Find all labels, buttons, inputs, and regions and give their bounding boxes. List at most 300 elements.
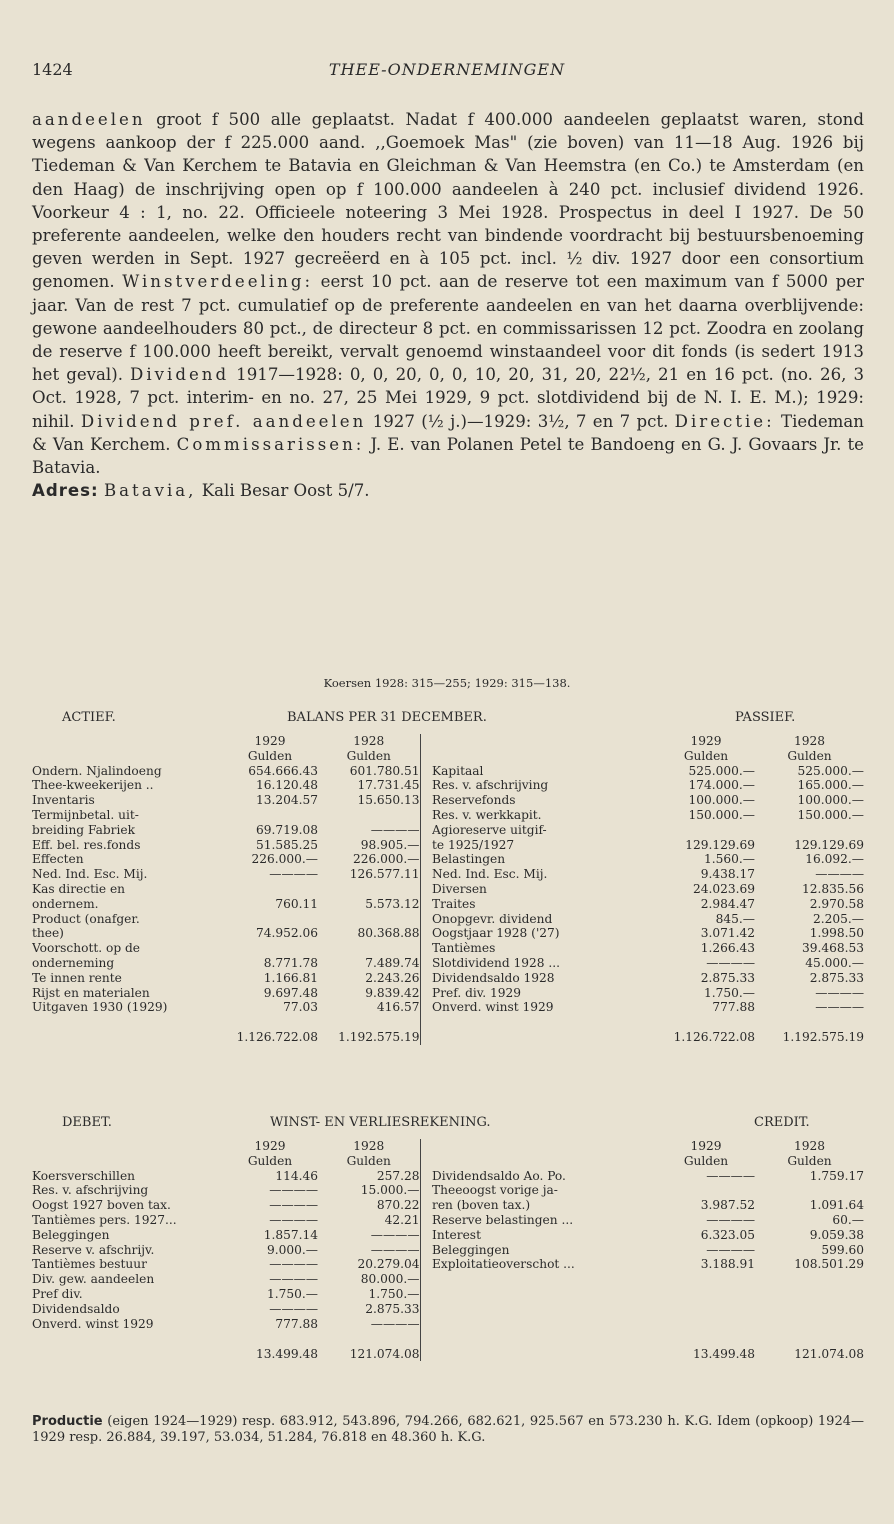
value-1928-left: ———— (370, 1242, 420, 1257)
column-divider (420, 1243, 432, 1258)
header-col-1929: 1929 (690, 734, 722, 748)
value-1929-right: 3.071.42 (700, 926, 755, 941)
header-spacer (432, 734, 657, 749)
table-row (32, 838, 864, 853)
header-spacer (432, 749, 657, 764)
balance-sheet-heading (32, 710, 862, 728)
row-label-right: Oogstjaar 1928 ('27) (432, 926, 560, 941)
table-row (32, 1228, 864, 1243)
value-1928-right: 129.129.69 (794, 837, 864, 852)
value-1929-right: ———— (706, 1168, 755, 1183)
table-row (32, 1272, 864, 1287)
column-divider (420, 852, 432, 867)
totals-row (32, 1015, 864, 1045)
value-1928-left: 126.577.11 (349, 867, 420, 882)
value-1929-right (657, 1183, 755, 1198)
column-divider (420, 1015, 432, 1045)
column-divider (420, 778, 432, 793)
row-label-right: Dividendsaldo Ao. Po. (432, 1168, 566, 1183)
value-1928-right: 1.998.50 (809, 926, 864, 941)
header-col-1929: Gulden (683, 1153, 729, 1168)
total-1928-right: 1.192.575.19 (782, 1030, 864, 1045)
row-label-right: ren (boven tax.) (432, 1198, 531, 1213)
value-1928-right: 2.970.58 (809, 896, 864, 911)
spaced-term: Winstverdeeling: (122, 272, 314, 292)
column-divider (420, 1198, 432, 1213)
table-row (32, 897, 864, 912)
row-label-right: Belastingen (432, 852, 506, 867)
page-header (32, 60, 862, 84)
header-spacer (432, 1154, 657, 1169)
row-label-right: Beleggingen (432, 1242, 510, 1257)
header-spacer (32, 734, 222, 749)
column-divider (420, 941, 432, 956)
row-label-left: Res. v. afschrijving (32, 1183, 149, 1198)
address-line (32, 479, 864, 502)
value-1929-left: ———— (269, 1301, 318, 1316)
column-divider (420, 926, 432, 941)
table-row (32, 956, 864, 971)
header-col-1929: 1929 (254, 734, 286, 748)
column-header-row (32, 749, 864, 764)
table-row (32, 1257, 864, 1272)
spaced-term: Directie: (674, 411, 775, 431)
row-label-left: Termijnbetal. uit- (32, 807, 139, 822)
row-label-right: Ned. Ind. Esc. Mij. (432, 867, 548, 882)
header-col-1929: Gulden (247, 1153, 293, 1168)
row-label-left: Uitgaven 1930 (1929) (32, 1000, 168, 1015)
balance-title: BALANS PER 31 DECEMBER. (287, 710, 487, 725)
value-1928-left: 17.731.45 (357, 778, 420, 793)
value-1928-left: 416.57 (376, 1000, 420, 1015)
row-label-left: Product (onafger. (32, 911, 140, 926)
value-1928-right: 150.000.— (797, 807, 864, 822)
value-1929-right: ———— (706, 1242, 755, 1257)
table-row (32, 882, 864, 897)
production-text: (eigen 1924—1929) resp. 683.912, 543.896, 794.266, 682.621, 925.567 en 573.230 h. K.G. Idem (opkoop) 1924—1929 resp. 26.884, 39.197, 53.034, 51.284, 76.818 en 48.360 h. K.G. (32, 1414, 864, 1445)
value-1929-right: 1.266.43 (700, 941, 755, 956)
column-divider (420, 1169, 432, 1184)
row-label-left: Ned. Ind. Esc. Mij. (32, 867, 148, 882)
value-1929-right: 525.000.— (688, 763, 755, 778)
table-row (32, 971, 864, 986)
value-1929-right: ———— (706, 955, 755, 970)
value-1928-left: 42.21 (384, 1212, 420, 1227)
value-1929-left: 226.000.— (251, 852, 318, 867)
profit-loss-heading (32, 1115, 862, 1133)
table-row (32, 778, 864, 793)
row-label-right: Diversen (432, 881, 487, 896)
header-col-1929: Gulden (247, 748, 293, 763)
column-divider (420, 764, 432, 779)
header-col-1928: Gulden (787, 748, 832, 763)
value-1928-right: ———— (815, 985, 864, 1000)
row-label-right: Res. v. werkkapit. (432, 807, 542, 822)
value-1928-right (755, 1302, 864, 1317)
value-1928-right (755, 1183, 864, 1198)
value-1929-right: 1.560.— (704, 852, 755, 867)
profit-loss-table (32, 1139, 864, 1361)
row-label-right: Traites (432, 896, 476, 911)
column-divider (420, 749, 432, 764)
column-divider (420, 1213, 432, 1228)
value-1928-left: 20.279.04 (357, 1257, 420, 1272)
row-label-right: Kapitaal (432, 763, 484, 778)
running-title: THEE-ONDERNEMINGEN (328, 60, 566, 79)
value-1929-left: ———— (269, 1257, 318, 1272)
value-1929-right: 2.984.47 (700, 896, 755, 911)
total-1929-left: 1.126.722.08 (236, 1030, 318, 1045)
text-run: eerst 10 pct. aan de reserve tot een maximum van f 5000 per jaar. Van de rest 7 pct. cumulatief op de preferente aandeelen en van het daarna overblijvende: gewone aandeelhouders 80 pct., de directeur 8 pct. en commissarissen 12 pct. Zoodra en zoolang de reserve f 100.000 heeft bereikt, vervalt genoemd winstaandeel voor dit fonds (is sedert 1913 het geval). (32, 272, 864, 385)
row-label-right: Exploitatieoverschot ... (432, 1257, 575, 1272)
row-label-right: Theeoogst vorige ja- (432, 1183, 558, 1198)
column-header-row (32, 1154, 864, 1169)
table-row (32, 1213, 864, 1228)
row-label-left: Ondern. Njalindoeng (32, 763, 162, 778)
column-divider (420, 793, 432, 808)
value-1929-right (657, 1302, 755, 1317)
value-1928-left (318, 808, 420, 823)
column-divider (420, 867, 432, 882)
header-col-1928: Gulden (787, 1153, 832, 1168)
row-label-left: Tantièmes bestuur (32, 1257, 147, 1272)
table-row (32, 986, 864, 1001)
value-1929-left (222, 882, 318, 897)
value-1928-right: 2.875.33 (809, 970, 864, 985)
balance-sheet-table (32, 734, 864, 1045)
value-1928-left: 80.000.— (360, 1272, 420, 1287)
value-1929-left: 69.719.08 (255, 822, 318, 837)
table-row (32, 1183, 864, 1198)
value-1929-left: 77.03 (283, 1000, 318, 1015)
value-1928-right (755, 1287, 864, 1302)
row-label-right: Tantièmes (432, 941, 496, 956)
header-col-1928: 1928 (353, 734, 385, 748)
column-divider (420, 1302, 432, 1317)
header-col-1928: 1928 (353, 1139, 385, 1153)
value-1929-right: 2.875.33 (700, 970, 755, 985)
description-paragraph (32, 108, 864, 479)
row-label-right: Reservefonds (432, 793, 516, 808)
value-1929-left: 1.857.14 (263, 1227, 318, 1242)
table-row (32, 867, 864, 882)
header-col-1928: 1928 (793, 734, 826, 748)
value-1929-left (222, 808, 318, 823)
row-label-left: Te innen rente (32, 970, 122, 985)
value-1929-left: ———— (269, 1272, 318, 1287)
column-divider (420, 734, 432, 749)
credit-title: CREDIT. (754, 1115, 810, 1130)
value-1929-right: ———— (706, 1212, 755, 1227)
value-1928-right: 16.092.— (805, 852, 864, 867)
value-1928-right: 9.059.38 (809, 1227, 864, 1242)
header-spacer (32, 749, 222, 764)
row-label-left: Voorschott. op de (32, 941, 141, 956)
value-1928-left: 870.22 (376, 1198, 420, 1213)
row-label-right: Slotdividend 1928 ... (432, 955, 561, 970)
value-1929-right: 9.438.17 (700, 867, 755, 882)
value-1928-right: 39.468.53 (801, 941, 864, 956)
value-1928-left: 226.000.— (353, 852, 420, 867)
value-1929-right: 3.987.52 (700, 1198, 755, 1213)
table-row (32, 852, 864, 867)
total-1928-left: 121.074.08 (349, 1346, 420, 1361)
totals-spacer (432, 1331, 657, 1361)
column-divider (420, 882, 432, 897)
total-1928-left: 1.192.575.19 (338, 1030, 420, 1045)
value-1928-left: 15.000.— (360, 1183, 420, 1198)
value-1929-right: 150.000.— (688, 807, 755, 822)
value-1929-right: 174.000.— (688, 778, 755, 793)
value-1928-right: 45.000.— (805, 955, 864, 970)
row-label-right (432, 1302, 657, 1317)
value-1928-right: 100.000.— (797, 793, 864, 808)
value-1928-left: ———— (370, 822, 420, 837)
text-run: 1927 (½ j.)—1929: 3½, 7 en 7 pct. (366, 411, 675, 431)
column-divider (420, 1154, 432, 1169)
row-label-right (432, 1317, 657, 1332)
text-run: groot f 500 alle geplaatst. Nadat f 400.000 aandeelen geplaatst waren, stond wegens aankoop der f 225.000 aand. ,,Goemoek Mas" (zie boven) van 11—18 Aug. 1926 bij Tiedeman & Van Kerchem te Batavia en Gleichman & Van Heemstra (en Co.) te Amsterdam (en den Haag) de inschrijving open op f 100.000 aandeelen à 240 pct. inclusief dividend 1926. Voorkeur 4 : 1, no. 22. Officieele noteering 3 Mei 1928. Prospectus in deel I 1927. De 50 preferente aandeelen, welke den houders recht van bindende voordracht bij bestuursbenoeming geven werden in Sept. 1927 gecreëerd en à 105 pct. incl. ½ div. 1927 door een consortium genomen. (32, 110, 864, 292)
profit-loss-title: WINST- EN VERLIESREKENING. (270, 1115, 491, 1130)
column-divider (420, 1331, 432, 1361)
value-1928-left: 98.905.— (360, 837, 420, 852)
value-1928-right: 1.091.64 (809, 1198, 864, 1213)
header-spacer (32, 1154, 222, 1169)
value-1928-right: ———— (815, 867, 864, 882)
header-col-1929: 1929 (690, 1139, 722, 1153)
value-1928-left: 9.839.42 (365, 985, 420, 1000)
header-spacer (432, 1139, 657, 1154)
row-label-right (432, 1287, 657, 1302)
text-run: 1917—1928: 0, 0, 20, 0, 0, 10, 20, 31, 20, 22½, 21 en 16 pct. (no. 26, 3 Oct. 1928, 7 pct. interim- en no. 27, 25 Mei 1929, 9 pct. slotdividend bij de N. I. E. M.); 1929: nihil. (32, 365, 865, 431)
column-header-row (32, 1139, 864, 1154)
column-divider (420, 971, 432, 986)
value-1928-right: 12.835.56 (801, 881, 864, 896)
value-1928-right: ———— (815, 1000, 864, 1015)
value-1929-right (657, 823, 755, 838)
value-1929-left: ———— (269, 1183, 318, 1198)
total-1928-right: 121.074.08 (794, 1346, 864, 1361)
column-header-row (32, 734, 864, 749)
value-1928-left: 2.875.33 (365, 1301, 420, 1316)
value-1928-right (755, 823, 864, 838)
row-label-left: Pref div. (32, 1286, 83, 1301)
spaced-term: aandeelen (32, 110, 146, 129)
column-divider (420, 1272, 432, 1287)
value-1929-right: 845.— (715, 911, 755, 926)
value-1928-left: 80.368.88 (357, 926, 420, 941)
value-1929-right (657, 1317, 755, 1332)
row-label-left: onderneming (32, 955, 115, 970)
value-1929-left: ———— (269, 867, 318, 882)
text-run: Tiedeman & Van Kerchem. (32, 411, 864, 454)
address-city: Batavia, (103, 481, 197, 501)
row-label-left: Eff. bel. res.fonds (32, 837, 141, 852)
value-1928-right (755, 1272, 864, 1287)
total-1929-right: 13.499.48 (692, 1346, 755, 1361)
value-1928-right: 525.000.— (797, 763, 864, 778)
spaced-term: Dividend (130, 365, 230, 385)
value-1929-right: 24.023.69 (692, 881, 755, 896)
column-divider (420, 1139, 432, 1154)
value-1929-left: 1.166.81 (263, 970, 318, 985)
value-1929-left (222, 941, 318, 956)
value-1928-left: 7.489.74 (365, 955, 420, 970)
table-row (32, 941, 864, 956)
value-1929-left: 654.666.43 (248, 763, 318, 778)
column-divider (420, 956, 432, 971)
header-col-1928: 1928 (793, 1139, 826, 1153)
value-1928-right: 1.759.17 (809, 1168, 864, 1183)
column-divider (420, 808, 432, 823)
row-label-left: ondernem. (32, 896, 99, 911)
row-label-left: Effecten (32, 852, 84, 867)
value-1929-right (657, 1287, 755, 1302)
row-label-left: Tantièmes pers. 1927... (32, 1212, 177, 1227)
row-label-right: Res. v. afschrijving (432, 778, 549, 793)
value-1928-left: 2.243.26 (365, 970, 420, 985)
column-divider (420, 1317, 432, 1332)
value-1929-left: 9.000.— (267, 1242, 318, 1257)
row-label-left: Reserve v. afschrijv. (32, 1242, 155, 1257)
row-label-left: thee) (32, 926, 64, 941)
page-number: 1424 (32, 60, 73, 79)
table-row (32, 1243, 864, 1258)
row-label-right (432, 1272, 657, 1287)
row-label-left: Inventaris (32, 793, 95, 808)
totals-spacer (32, 1015, 222, 1045)
value-1929-left: ———— (269, 1198, 318, 1213)
value-1928-left: 601.780.51 (349, 763, 420, 778)
address-value: Kali Besar Oost 5/7. (196, 481, 370, 501)
value-1929-left: 74.952.06 (255, 926, 318, 941)
total-1929-right: 1.126.722.08 (673, 1030, 755, 1045)
value-1928-left: 15.650.13 (357, 793, 420, 808)
production-label: Productie (32, 1414, 103, 1429)
table-row (32, 764, 864, 779)
row-label-left: breiding Fabriek (32, 822, 135, 837)
value-1928-right: 165.000.— (797, 778, 864, 793)
header-spacer (32, 1139, 222, 1154)
row-label-left: Koersverschillen (32, 1168, 136, 1183)
column-divider (420, 838, 432, 853)
value-1929-right: 777.88 (712, 1000, 755, 1015)
row-label-left: Onverd. winst 1929 (32, 1316, 154, 1331)
table-row (32, 793, 864, 808)
production-paragraph (32, 1414, 864, 1446)
value-1929-left: ———— (269, 1212, 318, 1227)
row-label-right: Onverd. winst 1929 (432, 1000, 554, 1015)
table-row (32, 1287, 864, 1302)
row-label-right: Interest (432, 1227, 481, 1242)
value-1928-right: 108.501.29 (794, 1257, 864, 1272)
row-label-left: Thee-kweekerijen .. (32, 778, 154, 793)
value-1929-left: 114.46 (275, 1168, 318, 1183)
table-row (32, 1169, 864, 1184)
header-col-1928: Gulden (346, 1153, 391, 1168)
value-1929-right (657, 1272, 755, 1287)
value-1928-right: 2.205.— (813, 911, 864, 926)
value-1928-right: 599.60 (821, 1242, 864, 1257)
value-1929-left: 1.750.— (267, 1286, 318, 1301)
column-divider (420, 1183, 432, 1198)
value-1929-left: 9.697.48 (263, 985, 318, 1000)
value-1929-left: 13.204.57 (255, 793, 318, 808)
row-label-right: Agioreserve uitgif- (432, 822, 547, 837)
text-run: J. E. van Polanen Petel te Bandoeng en G. J. Govaars Jr. te Batavia. (32, 434, 864, 478)
column-divider (420, 1000, 432, 1015)
value-1928-left (318, 941, 420, 956)
value-1929-right: 1.750.— (704, 985, 755, 1000)
share-prices: Koersen 1928: 315—255; 1929: 315—138. (323, 676, 571, 690)
value-1929-right: 129.129.69 (685, 837, 755, 852)
row-label-left: Div. gew. aandeelen (32, 1272, 155, 1287)
company-description (32, 108, 864, 502)
value-1928-left: 257.28 (376, 1168, 420, 1183)
table-row (32, 823, 864, 838)
value-1929-left: 16.120.48 (255, 778, 318, 793)
value-1928-right (755, 1317, 864, 1332)
address-label: Adres: (32, 481, 99, 501)
table-row (32, 808, 864, 823)
totals-row (32, 1331, 864, 1361)
spaced-term: Dividend pref. aandeelen (80, 411, 367, 431)
table-row (32, 912, 864, 927)
value-1929-left: 51.585.25 (255, 837, 318, 852)
column-divider (420, 823, 432, 838)
table-row (32, 1317, 864, 1332)
row-label-left: Beleggingen (32, 1227, 110, 1242)
row-label-left: Kas directie en (32, 881, 126, 896)
row-label-left: Rijst en materialen (32, 985, 150, 1000)
value-1928-right: 60.— (832, 1212, 864, 1227)
table-row (32, 926, 864, 941)
table-row (32, 1198, 864, 1213)
row-label-right: te 1925/1927 (432, 837, 515, 852)
value-1928-left: ———— (370, 1227, 420, 1242)
actief-title: ACTIEF. (62, 710, 116, 725)
column-divider (420, 986, 432, 1001)
value-1929-left: 8.771.78 (263, 955, 318, 970)
spaced-term: Commissarissen: (176, 434, 365, 454)
row-label-right: Onopgevr. dividend (432, 911, 553, 926)
row-label-left: Dividendsaldo (32, 1301, 120, 1316)
totals-spacer (32, 1331, 222, 1361)
value-1928-left: ———— (370, 1316, 420, 1331)
header-col-1928: Gulden (346, 748, 391, 763)
production-note (32, 1414, 864, 1446)
value-1929-left: 760.11 (275, 896, 318, 911)
header-col-1929: 1929 (254, 1139, 286, 1153)
column-divider (420, 897, 432, 912)
table-row (32, 1302, 864, 1317)
totals-spacer (432, 1015, 657, 1045)
column-divider (420, 1257, 432, 1272)
value-1929-left (222, 912, 318, 927)
column-divider (420, 1287, 432, 1302)
value-1928-left (318, 912, 420, 927)
row-label-right: Dividendsaldo 1928 (432, 970, 555, 985)
header-col-1929: Gulden (683, 748, 729, 763)
total-1929-left: 13.499.48 (255, 1346, 318, 1361)
row-label-left: Oogst 1927 boven tax. (32, 1198, 171, 1213)
passief-title: PASSIEF. (735, 710, 796, 725)
debet-title: DEBET. (62, 1115, 112, 1130)
value-1928-left (318, 882, 420, 897)
value-1929-left: 777.88 (275, 1316, 318, 1331)
row-label-right: Reserve belastingen ... (432, 1212, 574, 1227)
value-1929-right: 6.323.05 (700, 1227, 755, 1242)
